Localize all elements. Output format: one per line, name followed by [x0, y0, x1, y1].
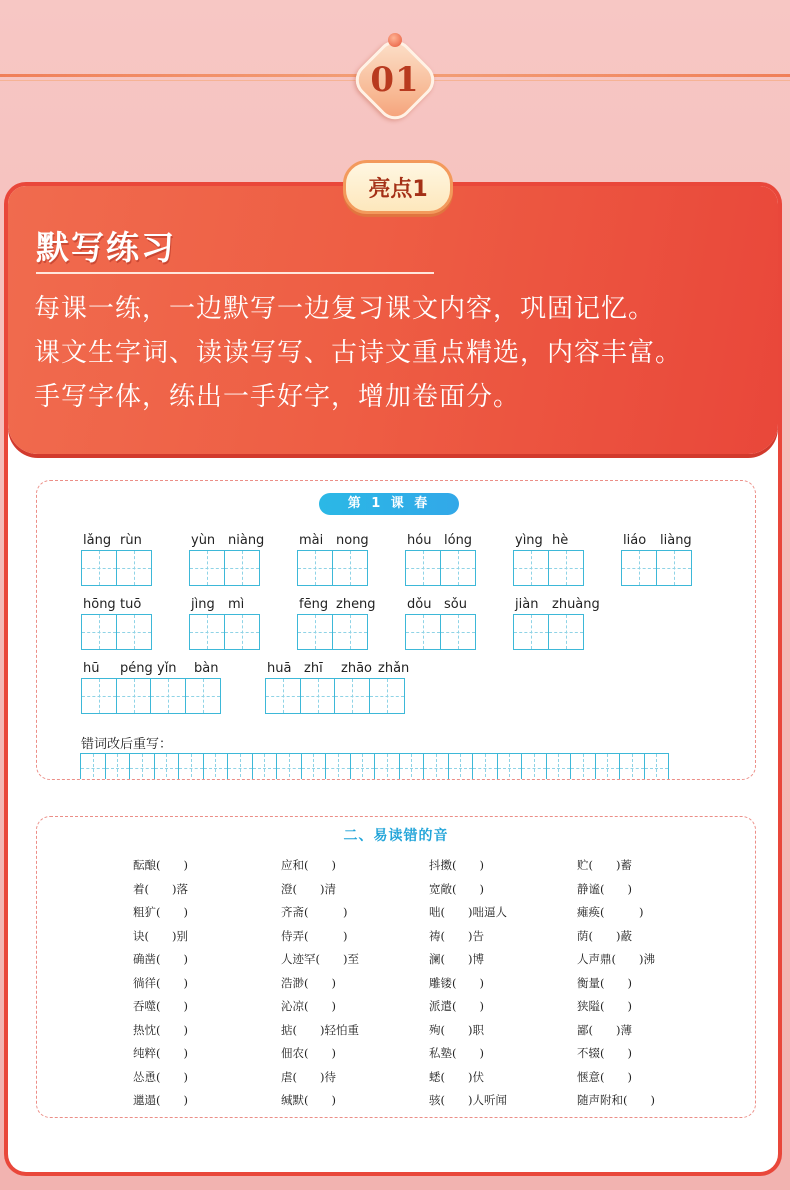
word-item: 澜( )博: [429, 952, 484, 966]
rewrite-box[interactable]: [129, 753, 155, 780]
writing-boxes: [297, 614, 366, 650]
writing-box[interactable]: [440, 550, 476, 586]
writing-boxes: [81, 678, 220, 714]
writing-box[interactable]: [81, 678, 117, 714]
pinyin-label: sǒu: [444, 597, 467, 612]
writing-boxes: [405, 614, 474, 650]
pinyin-label: lóng: [444, 533, 473, 548]
word-item: 人迹罕( )至: [281, 952, 359, 966]
word-item: 侍弄( ): [281, 928, 348, 943]
pinyin-label: huā: [267, 661, 292, 676]
rewrite-box[interactable]: [644, 753, 670, 780]
rewrite-box[interactable]: [227, 753, 253, 780]
writing-box[interactable]: [332, 614, 368, 650]
pinyin-label: zheng: [336, 597, 376, 612]
writing-boxes: [513, 614, 582, 650]
rewrite-box[interactable]: [203, 753, 229, 780]
word-item: 徜徉( ): [133, 975, 188, 990]
rewrite-box[interactable]: [276, 753, 302, 780]
word-item: 派遣( ): [429, 999, 484, 1013]
highlight-tag: 亮点1: [343, 160, 453, 214]
word-item: 骇( )人听闻: [429, 1093, 507, 1107]
word-item: 随声附和( ): [577, 1093, 655, 1107]
pinyin-label: dǒu: [407, 597, 432, 612]
rewrite-box[interactable]: [105, 753, 131, 780]
rewrite-box[interactable]: [301, 753, 327, 780]
word-item: 热忱( ): [133, 1022, 188, 1037]
word-item: 应和( ): [281, 858, 336, 872]
lesson-title: 第 1 课 春: [319, 493, 459, 515]
writing-box[interactable]: [189, 550, 225, 586]
writing-box[interactable]: [334, 678, 370, 714]
dictation-section: [36, 480, 756, 780]
word-item: 缄默( ): [281, 1093, 336, 1107]
word-item: 怂恿( ): [133, 1069, 188, 1084]
writing-box[interactable]: [224, 550, 260, 586]
hero-line-3: 手写字体，练出一手好字，增加卷面分。: [34, 382, 521, 412]
section2-title: 二、易读错的音: [343, 828, 449, 844]
writing-box[interactable]: [189, 614, 225, 650]
word-item: 诀( )别: [133, 928, 188, 943]
writing-box[interactable]: [224, 614, 260, 650]
pinyin-label: yùn: [191, 533, 216, 548]
word-item: 咄( )咄逼人: [429, 905, 507, 919]
writing-boxes: [189, 550, 258, 586]
pinyin-label: jiàn: [515, 597, 539, 612]
rewrite-box[interactable]: [350, 753, 376, 780]
writing-boxes: [405, 550, 474, 586]
pinyin-label: tuō: [120, 597, 142, 612]
pinyin-label: rùn: [120, 533, 142, 548]
word-item: 邋遢( ): [133, 1093, 188, 1107]
pinyin-label: lǎng: [83, 533, 112, 548]
word-item: 确凿( ): [133, 952, 188, 966]
word-item: 澄( )清: [281, 881, 336, 896]
pinyin-label: liáo: [623, 533, 647, 548]
rewrite-box[interactable]: [472, 753, 498, 780]
rewrite-box[interactable]: [570, 753, 596, 780]
writing-box[interactable]: [405, 550, 441, 586]
pinyin-label: bàn: [194, 661, 219, 676]
writing-box[interactable]: [405, 614, 441, 650]
writing-boxes: [621, 550, 690, 586]
word-item: 抖擞( ): [429, 858, 484, 872]
writing-box[interactable]: [440, 614, 476, 650]
writing-boxes: [513, 550, 582, 586]
pinyin-label: zhāo: [341, 661, 372, 676]
hero-line-1: 每课一练，一边默写一边复习课文内容，巩固记忆。: [34, 294, 656, 324]
writing-boxes: [81, 550, 150, 586]
writing-boxes: [297, 550, 366, 586]
word-item: 惬意( ): [577, 1069, 632, 1084]
rewrite-box[interactable]: [619, 753, 645, 780]
word-item: 贮( )蓄: [577, 858, 632, 872]
pinyin-label: péng: [120, 661, 153, 676]
writing-box[interactable]: [116, 678, 152, 714]
writing-box[interactable]: [513, 550, 549, 586]
badge-dot: [388, 33, 402, 47]
rewrite-grid[interactable]: [80, 753, 668, 780]
hero-divider: [36, 272, 434, 274]
writing-box[interactable]: [81, 614, 117, 650]
writing-box[interactable]: [297, 550, 333, 586]
word-item: 殉( )职: [429, 1022, 484, 1037]
pinyin-label: yìng: [515, 533, 543, 548]
writing-box[interactable]: [185, 678, 221, 714]
word-item: 鄙( )薄: [577, 1022, 632, 1037]
rewrite-box[interactable]: [178, 753, 204, 780]
pinyin-label: hóu: [407, 533, 432, 548]
pinyin-label: zhǎn: [378, 661, 410, 676]
hero-description: [34, 287, 774, 419]
rewrite-box[interactable]: [252, 753, 278, 780]
pinyin-label: niàng: [228, 533, 265, 548]
writing-box[interactable]: [656, 550, 692, 586]
word-item: 衡量( ): [577, 975, 632, 990]
rewrite-box[interactable]: [325, 753, 351, 780]
pinyin-label: hū: [83, 661, 100, 676]
writing-box[interactable]: [297, 614, 333, 650]
writing-boxes: [189, 614, 258, 650]
pinyin-label: mì: [228, 597, 245, 612]
word-item: 着( )落: [133, 881, 188, 896]
word-item: 佃农( ): [281, 1046, 336, 1060]
rewrite-box[interactable]: [80, 753, 106, 780]
word-item: 酝酿( ): [133, 858, 188, 872]
writing-box[interactable]: [621, 550, 657, 586]
word-item: 人声鼎( )沸: [577, 952, 655, 966]
pronunciation-section: [36, 816, 756, 1118]
pinyin-label: liàng: [660, 533, 692, 548]
word-item: 祷( )告: [429, 928, 484, 943]
word-item: 雕镂( ): [429, 975, 484, 990]
word-grid: [133, 857, 733, 1108]
pinyin-label: mài: [299, 533, 324, 548]
word-item: 吞噬( ): [133, 999, 188, 1013]
rewrite-box[interactable]: [399, 753, 425, 780]
badge-number: 01: [370, 60, 420, 100]
word-item: 宽敞( ): [429, 881, 484, 896]
rewrite-box[interactable]: [595, 753, 621, 780]
writing-boxes: [81, 614, 150, 650]
rewrite-box[interactable]: [154, 753, 180, 780]
rewrite-box[interactable]: [521, 753, 547, 780]
writing-box[interactable]: [300, 678, 336, 714]
writing-box[interactable]: [548, 614, 584, 650]
writing-box[interactable]: [513, 614, 549, 650]
writing-box[interactable]: [369, 678, 405, 714]
pinyin-label: fēng: [299, 597, 329, 612]
word-item: 浩渺( ): [281, 975, 336, 990]
pinyin-label: nong: [336, 533, 369, 548]
pinyin-label: zhuàng: [552, 597, 600, 612]
rewrite-box[interactable]: [497, 753, 523, 780]
rewrite-box[interactable]: [423, 753, 449, 780]
number-badge: [348, 33, 442, 127]
writing-box[interactable]: [116, 614, 152, 650]
rewrite-box[interactable]: [546, 753, 572, 780]
writing-box[interactable]: [81, 550, 117, 586]
writing-boxes: [265, 678, 404, 714]
pinyin-label: hōng: [83, 597, 116, 612]
rewrite-box[interactable]: [448, 753, 474, 780]
word-item: 沁凉( ): [281, 999, 336, 1013]
hero-title: 默写练习: [36, 228, 176, 267]
writing-box[interactable]: [116, 550, 152, 586]
word-item: 荫( )蔽: [577, 928, 632, 943]
word-item: 私塾( ): [429, 1046, 484, 1060]
pinyin-label: zhī: [304, 661, 323, 676]
hero-line-2: 课文生字词、读读写写、古诗文重点精选，内容丰富。: [34, 338, 683, 368]
pinyin-label: jìng: [191, 597, 215, 612]
pinyin-label: yǐn: [157, 661, 177, 676]
word-item: 静谧( ): [577, 881, 632, 896]
writing-box[interactable]: [548, 550, 584, 586]
writing-box[interactable]: [332, 550, 368, 586]
word-item: 蟋( )伏: [429, 1069, 484, 1084]
word-item: 掂( )轻怕重: [281, 1022, 359, 1037]
rewrite-label: 错词改后重写：: [81, 737, 173, 752]
rewrite-box[interactable]: [374, 753, 400, 780]
pinyin-label: hè: [552, 533, 569, 548]
word-item: 瘫痪( ): [577, 905, 644, 919]
word-item: 虐( )待: [281, 1069, 336, 1084]
word-item: 粗犷( ): [133, 905, 188, 919]
word-item: 狭隘( ): [577, 999, 632, 1013]
word-item: 纯粹( ): [133, 1046, 188, 1060]
word-item: 齐斋( ): [281, 905, 348, 919]
writing-box[interactable]: [265, 678, 301, 714]
word-item: 不辍( ): [577, 1046, 632, 1060]
writing-box[interactable]: [150, 678, 186, 714]
